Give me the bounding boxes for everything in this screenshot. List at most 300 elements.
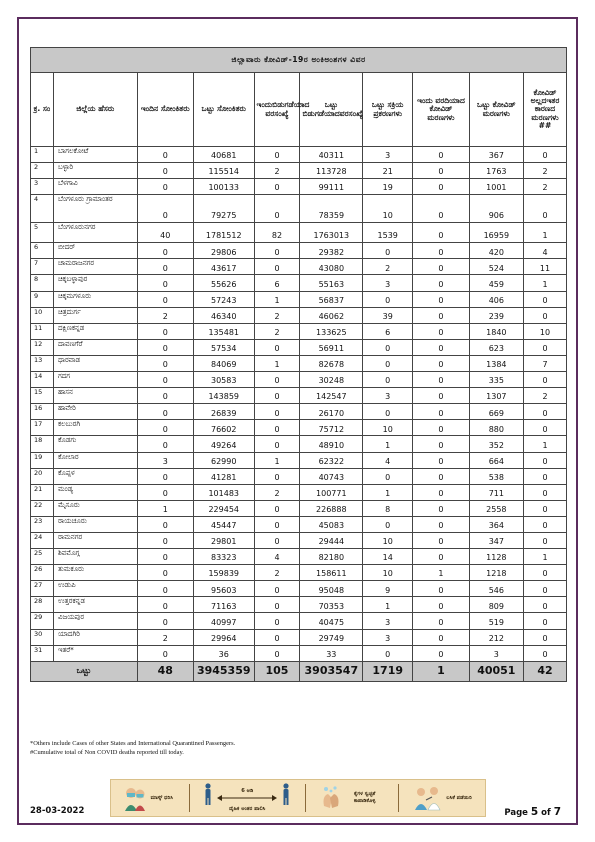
row-sl: 27 bbox=[31, 581, 54, 597]
row-today-discharged: 1 bbox=[254, 291, 300, 307]
row-today-discharged: 1 bbox=[254, 355, 300, 371]
row-total-positive: 36 bbox=[193, 645, 254, 661]
row-total-discharged: 56837 bbox=[300, 291, 363, 307]
banner-distance bbox=[203, 783, 291, 813]
total-label: ಒಟ್ಟು bbox=[31, 661, 138, 681]
header-total-deaths: ಒಟ್ಟು ಕೋವಿಡ್ ಮರಣಗಳು bbox=[469, 73, 523, 147]
table-row bbox=[31, 532, 567, 548]
row-today-positive: 0 bbox=[137, 259, 193, 275]
row-today-positive: 0 bbox=[137, 291, 193, 307]
row-sl: 11 bbox=[31, 323, 54, 339]
row-non-covid-deaths: 0 bbox=[523, 597, 566, 613]
row-today-discharged: 0 bbox=[254, 404, 300, 420]
row-total-discharged: 55163 bbox=[300, 275, 363, 291]
row-today-positive: 0 bbox=[137, 581, 193, 597]
banner-hands bbox=[320, 784, 385, 812]
row-non-covid-deaths: 0 bbox=[523, 291, 566, 307]
table-row bbox=[31, 629, 567, 645]
row-total-deaths: 459 bbox=[469, 275, 523, 291]
row-district: ದಾವಣಗೆರೆ bbox=[53, 339, 137, 355]
mask-people-icon bbox=[124, 784, 146, 812]
banner-distance-label: 6 ಅಡಿ bbox=[241, 787, 254, 794]
table-row bbox=[31, 275, 567, 291]
row-total-positive: 30583 bbox=[193, 372, 254, 388]
row-active: 1 bbox=[363, 484, 413, 500]
row-total-deaths: 1001 bbox=[469, 179, 523, 195]
vaccine-icon bbox=[413, 784, 443, 812]
row-total-deaths: 711 bbox=[469, 484, 523, 500]
row-today-deaths: 0 bbox=[413, 468, 469, 484]
row-total-discharged: 45083 bbox=[300, 516, 363, 532]
row-district: ಬೆಳಗಾವಿ bbox=[53, 179, 137, 195]
row-district: ಹಾಸನ bbox=[53, 388, 137, 404]
row-non-covid-deaths: 0 bbox=[523, 195, 566, 223]
row-today-positive: 0 bbox=[137, 179, 193, 195]
banner-vaccine bbox=[413, 784, 472, 812]
row-active: 0 bbox=[363, 516, 413, 532]
row-total-discharged: 40475 bbox=[300, 613, 363, 629]
row-total-positive: 100133 bbox=[193, 179, 254, 195]
row-today-discharged: 0 bbox=[254, 195, 300, 223]
row-today-discharged: 82 bbox=[254, 223, 300, 243]
row-sl: 10 bbox=[31, 307, 54, 323]
row-total-positive: 29964 bbox=[193, 629, 254, 645]
row-total-positive: 62990 bbox=[193, 452, 254, 468]
row-total-deaths: 2558 bbox=[469, 500, 523, 516]
row-total-deaths: 1840 bbox=[469, 323, 523, 339]
row-total-deaths: 1128 bbox=[469, 549, 523, 565]
row-today-deaths: 0 bbox=[413, 404, 469, 420]
row-sl: 26 bbox=[31, 565, 54, 581]
row-district: ಬೆಂಗಳೂರು ಗ್ರಾಮಾಂತರ bbox=[53, 195, 137, 223]
row-total-discharged: 82678 bbox=[300, 355, 363, 371]
row-total-deaths: 239 bbox=[469, 307, 523, 323]
row-total-deaths: 16959 bbox=[469, 223, 523, 243]
row-total-discharged: 75712 bbox=[300, 420, 363, 436]
row-total-positive: 57243 bbox=[193, 291, 254, 307]
row-active: 0 bbox=[363, 339, 413, 355]
header-sl: ಕ್ರ. ಸಂ bbox=[31, 73, 54, 147]
row-non-covid-deaths: 1 bbox=[523, 436, 566, 452]
row-sl: 15 bbox=[31, 388, 54, 404]
row-district: ವಿಜಯಪುರ bbox=[53, 613, 137, 629]
banner-divider bbox=[398, 784, 399, 812]
covid-awareness-banner bbox=[110, 779, 486, 817]
row-today-discharged: 0 bbox=[254, 372, 300, 388]
table-row bbox=[31, 420, 567, 436]
row-total-deaths: 809 bbox=[469, 597, 523, 613]
row-today-deaths: 0 bbox=[413, 549, 469, 565]
row-sl: 24 bbox=[31, 532, 54, 548]
row-today-deaths: 0 bbox=[413, 597, 469, 613]
row-non-covid-deaths: 0 bbox=[523, 372, 566, 388]
row-today-positive: 0 bbox=[137, 243, 193, 259]
table-row bbox=[31, 581, 567, 597]
row-sl: 30 bbox=[31, 629, 54, 645]
row-today-positive: 0 bbox=[137, 404, 193, 420]
report-date: 28-03-2022 bbox=[30, 806, 85, 816]
row-sl: 18 bbox=[31, 436, 54, 452]
table-row bbox=[31, 549, 567, 565]
header-district: ಜಿಲ್ಲೆಯ ಹೆಸರು bbox=[53, 73, 137, 147]
row-today-deaths: 0 bbox=[413, 484, 469, 500]
row-today-discharged: 0 bbox=[254, 613, 300, 629]
row-active: 0 bbox=[363, 243, 413, 259]
row-non-covid-deaths: 2 bbox=[523, 388, 566, 404]
table-row bbox=[31, 323, 567, 339]
row-total-discharged: 95048 bbox=[300, 581, 363, 597]
row-active: 0 bbox=[363, 372, 413, 388]
row-active: 3 bbox=[363, 147, 413, 163]
row-today-deaths: 0 bbox=[413, 259, 469, 275]
table-row bbox=[31, 163, 567, 179]
row-today-discharged: 0 bbox=[254, 388, 300, 404]
row-today-discharged: 0 bbox=[254, 581, 300, 597]
row-active: 0 bbox=[363, 645, 413, 661]
row-today-positive: 0 bbox=[137, 388, 193, 404]
row-district: ಉತ್ತರಕನ್ನಡ bbox=[53, 597, 137, 613]
row-district: ಮಂಡ್ಯ bbox=[53, 484, 137, 500]
row-active: 21 bbox=[363, 163, 413, 179]
row-total-positive: 76602 bbox=[193, 420, 254, 436]
row-active: 19 bbox=[363, 179, 413, 195]
row-district: ದಕ್ಷಿಣಕನ್ನಡ bbox=[53, 323, 137, 339]
row-today-positive: 0 bbox=[137, 372, 193, 388]
row-today-positive: 0 bbox=[137, 355, 193, 371]
row-active: 3 bbox=[363, 613, 413, 629]
row-district: ಇತರೆ* bbox=[53, 645, 137, 661]
row-total-discharged: 133625 bbox=[300, 323, 363, 339]
row-today-positive: 0 bbox=[137, 565, 193, 581]
row-sl: 21 bbox=[31, 484, 54, 500]
row-today-positive: 0 bbox=[137, 147, 193, 163]
row-today-deaths: 0 bbox=[413, 243, 469, 259]
row-today-deaths: 0 bbox=[413, 452, 469, 468]
row-today-positive: 2 bbox=[137, 307, 193, 323]
row-today-deaths: 0 bbox=[413, 645, 469, 661]
row-today-discharged: 2 bbox=[254, 484, 300, 500]
row-non-covid-deaths: 2 bbox=[523, 163, 566, 179]
table-row bbox=[31, 645, 567, 661]
row-sl: 25 bbox=[31, 549, 54, 565]
row-sl: 20 bbox=[31, 468, 54, 484]
row-today-positive: 0 bbox=[137, 163, 193, 179]
row-total-deaths: 420 bbox=[469, 243, 523, 259]
row-today-discharged: 0 bbox=[254, 259, 300, 275]
row-total-positive: 135481 bbox=[193, 323, 254, 339]
row-active: 6 bbox=[363, 323, 413, 339]
row-today-discharged: 2 bbox=[254, 163, 300, 179]
row-today-discharged: 0 bbox=[254, 500, 300, 516]
table-row bbox=[31, 597, 567, 613]
row-sl: 6 bbox=[31, 243, 54, 259]
row-total-discharged: 113728 bbox=[300, 163, 363, 179]
total-active: 1719 bbox=[363, 661, 413, 681]
row-total-discharged: 48910 bbox=[300, 436, 363, 452]
row-district: ಧಾರವಾಡ bbox=[53, 355, 137, 371]
district-covid-table bbox=[30, 47, 567, 682]
row-today-deaths: 1 bbox=[413, 565, 469, 581]
row-today-deaths: 0 bbox=[413, 307, 469, 323]
row-today-positive: 1 bbox=[137, 500, 193, 516]
header-total-discharged: ಒಟ್ಟು ಬಿಡುಗಡೆಯಾದವರಸಂಖ್ಯೆ bbox=[300, 73, 363, 147]
row-sl: 13 bbox=[31, 355, 54, 371]
row-total-positive: 57534 bbox=[193, 339, 254, 355]
row-sl: 14 bbox=[31, 372, 54, 388]
row-active: 8 bbox=[363, 500, 413, 516]
row-total-discharged: 1763013 bbox=[300, 223, 363, 243]
row-total-positive: 71163 bbox=[193, 597, 254, 613]
row-total-discharged: 226888 bbox=[300, 500, 363, 516]
row-today-deaths: 0 bbox=[413, 291, 469, 307]
row-district: ಕೊಡಗು bbox=[53, 436, 137, 452]
row-total-deaths: 880 bbox=[469, 420, 523, 436]
row-today-discharged: 0 bbox=[254, 645, 300, 661]
row-active: 1539 bbox=[363, 223, 413, 243]
row-total-discharged: 29382 bbox=[300, 243, 363, 259]
row-total-discharged: 29749 bbox=[300, 629, 363, 645]
table-row bbox=[31, 436, 567, 452]
row-today-deaths: 0 bbox=[413, 223, 469, 243]
row-sl: 1 bbox=[31, 147, 54, 163]
row-total-deaths: 406 bbox=[469, 291, 523, 307]
row-today-deaths: 0 bbox=[413, 323, 469, 339]
row-district: ಬೀದರ್ bbox=[53, 243, 137, 259]
row-total-positive: 143859 bbox=[193, 388, 254, 404]
row-sl: 29 bbox=[31, 613, 54, 629]
row-active: 0 bbox=[363, 468, 413, 484]
header-active: ಒಟ್ಟು ಸಕ್ರಿಯ ಪ್ರಕರಣಗಳು bbox=[363, 73, 413, 147]
table-row bbox=[31, 404, 567, 420]
row-total-positive: 84069 bbox=[193, 355, 254, 371]
row-today-deaths: 0 bbox=[413, 179, 469, 195]
row-today-positive: 0 bbox=[137, 323, 193, 339]
row-total-deaths: 367 bbox=[469, 147, 523, 163]
row-total-deaths: 335 bbox=[469, 372, 523, 388]
row-district: ಹಾವೇರಿ bbox=[53, 404, 137, 420]
row-total-deaths: 352 bbox=[469, 436, 523, 452]
row-total-deaths: 524 bbox=[469, 259, 523, 275]
table-row bbox=[31, 500, 567, 516]
row-active: 3 bbox=[363, 388, 413, 404]
row-total-discharged: 82180 bbox=[300, 549, 363, 565]
row-district: ರಾಮನಗರ bbox=[53, 532, 137, 548]
row-active: 14 bbox=[363, 549, 413, 565]
row-today-deaths: 0 bbox=[413, 516, 469, 532]
row-total-positive: 115514 bbox=[193, 163, 254, 179]
row-non-covid-deaths: 0 bbox=[523, 565, 566, 581]
row-total-positive: 29801 bbox=[193, 532, 254, 548]
row-today-positive: 2 bbox=[137, 629, 193, 645]
row-today-discharged: 2 bbox=[254, 323, 300, 339]
table-row bbox=[31, 195, 567, 223]
row-today-discharged: 0 bbox=[254, 420, 300, 436]
row-today-positive: 0 bbox=[137, 613, 193, 629]
row-total-positive: 43617 bbox=[193, 259, 254, 275]
row-sl: 5 bbox=[31, 223, 54, 243]
row-today-discharged: 0 bbox=[254, 339, 300, 355]
table-row bbox=[31, 388, 567, 404]
row-total-deaths: 623 bbox=[469, 339, 523, 355]
row-total-deaths: 212 bbox=[469, 629, 523, 645]
row-today-deaths: 0 bbox=[413, 355, 469, 371]
row-today-deaths: 0 bbox=[413, 339, 469, 355]
row-today-positive: 0 bbox=[137, 436, 193, 452]
row-district: ರಾಯಚೂರು bbox=[53, 516, 137, 532]
row-total-deaths: 906 bbox=[469, 195, 523, 223]
row-today-positive: 3 bbox=[137, 452, 193, 468]
row-active: 10 bbox=[363, 420, 413, 436]
total-today-deaths: 1 bbox=[413, 661, 469, 681]
person-icon bbox=[203, 783, 213, 805]
table-row bbox=[31, 516, 567, 532]
row-today-discharged: 2 bbox=[254, 565, 300, 581]
row-total-deaths: 1218 bbox=[469, 565, 523, 581]
row-sl: 8 bbox=[31, 275, 54, 291]
row-non-covid-deaths: 1 bbox=[523, 223, 566, 243]
row-today-deaths: 0 bbox=[413, 500, 469, 516]
row-district: ಕಲಬುರಗಿ bbox=[53, 420, 137, 436]
hand-wash-icon bbox=[320, 784, 342, 812]
row-today-discharged: 1 bbox=[254, 452, 300, 468]
row-active: 3 bbox=[363, 629, 413, 645]
row-total-positive: 40997 bbox=[193, 613, 254, 629]
table-row bbox=[31, 484, 567, 500]
banner-distance-sub: ದೈಹಿಕ ಅಂತರ ಪಾಲಿಸಿ bbox=[229, 806, 266, 812]
row-active: 3 bbox=[363, 275, 413, 291]
row-sl: 19 bbox=[31, 452, 54, 468]
row-today-discharged: 0 bbox=[254, 629, 300, 645]
row-total-discharged: 100771 bbox=[300, 484, 363, 500]
row-total-positive: 46340 bbox=[193, 307, 254, 323]
total-total-positive: 3945359 bbox=[193, 661, 254, 681]
row-non-covid-deaths: 0 bbox=[523, 468, 566, 484]
row-active: 39 bbox=[363, 307, 413, 323]
row-total-deaths: 546 bbox=[469, 581, 523, 597]
row-district: ಬೆಂಗಳೂರುನಗರ bbox=[53, 223, 137, 243]
row-non-covid-deaths: 0 bbox=[523, 500, 566, 516]
row-total-deaths: 664 bbox=[469, 452, 523, 468]
footnotes bbox=[30, 740, 235, 758]
banner-vaccine-text: ಲಸಿಕೆ ಪಡೆಯಿರಿ bbox=[446, 794, 472, 801]
row-total-deaths: 347 bbox=[469, 532, 523, 548]
row-non-covid-deaths: 0 bbox=[523, 484, 566, 500]
row-total-discharged: 43080 bbox=[300, 259, 363, 275]
row-total-positive: 26839 bbox=[193, 404, 254, 420]
row-today-discharged: 0 bbox=[254, 516, 300, 532]
row-total-deaths: 669 bbox=[469, 404, 523, 420]
row-today-deaths: 0 bbox=[413, 147, 469, 163]
row-sl: 9 bbox=[31, 291, 54, 307]
row-non-covid-deaths: 1 bbox=[523, 549, 566, 565]
row-total-positive: 41281 bbox=[193, 468, 254, 484]
row-active: 0 bbox=[363, 404, 413, 420]
row-active: 9 bbox=[363, 581, 413, 597]
row-sl: 31 bbox=[31, 645, 54, 661]
row-today-positive: 40 bbox=[137, 223, 193, 243]
row-today-deaths: 0 bbox=[413, 163, 469, 179]
row-today-deaths: 0 bbox=[413, 275, 469, 291]
table-row bbox=[31, 147, 567, 163]
page-sep: of bbox=[538, 808, 554, 818]
row-non-covid-deaths: 7 bbox=[523, 355, 566, 371]
row-total-discharged: 56911 bbox=[300, 339, 363, 355]
page-current: 5 bbox=[530, 806, 539, 818]
row-total-discharged: 40743 bbox=[300, 468, 363, 484]
row-non-covid-deaths: 0 bbox=[523, 452, 566, 468]
row-today-deaths: 0 bbox=[413, 629, 469, 645]
table-row bbox=[31, 291, 567, 307]
row-total-positive: 45447 bbox=[193, 516, 254, 532]
row-total-deaths: 519 bbox=[469, 613, 523, 629]
row-non-covid-deaths: 0 bbox=[523, 404, 566, 420]
row-district: ಕೊಪ್ಪಳ bbox=[53, 468, 137, 484]
row-today-discharged: 4 bbox=[254, 549, 300, 565]
row-district: ಚಾಮರಾಜನಗರ bbox=[53, 259, 137, 275]
table-body bbox=[31, 147, 567, 662]
row-non-covid-deaths: 11 bbox=[523, 259, 566, 275]
total-today-positive: 48 bbox=[137, 661, 193, 681]
row-total-discharged: 78359 bbox=[300, 195, 363, 223]
banner-mask bbox=[124, 784, 175, 812]
row-non-covid-deaths: 4 bbox=[523, 243, 566, 259]
table-row bbox=[31, 179, 567, 195]
total-row bbox=[31, 661, 567, 681]
row-non-covid-deaths: 1 bbox=[523, 275, 566, 291]
row-non-covid-deaths: 0 bbox=[523, 307, 566, 323]
row-active: 2 bbox=[363, 259, 413, 275]
row-today-discharged: 0 bbox=[254, 147, 300, 163]
row-total-deaths: 538 bbox=[469, 468, 523, 484]
row-district: ಶಿವಮೊಗ್ಗ bbox=[53, 549, 137, 565]
row-total-discharged: 26170 bbox=[300, 404, 363, 420]
row-total-positive: 83323 bbox=[193, 549, 254, 565]
row-district: ಕೋಲಾರ bbox=[53, 452, 137, 468]
row-total-discharged: 62322 bbox=[300, 452, 363, 468]
row-today-deaths: 0 bbox=[413, 532, 469, 548]
header-total-positive: ಒಟ್ಟು ಸೋಂಕಿತರು bbox=[193, 73, 254, 147]
row-today-discharged: 0 bbox=[254, 597, 300, 613]
row-total-discharged: 142547 bbox=[300, 388, 363, 404]
row-sl: 7 bbox=[31, 259, 54, 275]
page-prefix: Page bbox=[504, 808, 531, 818]
header-today-deaths: ಇಂದು ವರದಿಯಾದ ಕೋವಿಡ್ ಮರಣಗಳು bbox=[413, 73, 469, 147]
row-today-positive: 0 bbox=[137, 516, 193, 532]
row-today-positive: 0 bbox=[137, 275, 193, 291]
row-district: ಚಿಕ್ಕಮಗಳೂರು bbox=[53, 291, 137, 307]
row-total-positive: 55626 bbox=[193, 275, 254, 291]
row-sl: 17 bbox=[31, 420, 54, 436]
double-arrow-icon bbox=[217, 795, 277, 801]
row-district: ಚಿಕ್ಕಬಳ್ಳಾಪುರ bbox=[53, 275, 137, 291]
row-today-discharged: 0 bbox=[254, 436, 300, 452]
row-total-discharged: 46062 bbox=[300, 307, 363, 323]
row-total-discharged: 29444 bbox=[300, 532, 363, 548]
row-total-positive: 229454 bbox=[193, 500, 254, 516]
row-total-deaths: 1763 bbox=[469, 163, 523, 179]
row-active: 10 bbox=[363, 195, 413, 223]
row-active: 1 bbox=[363, 597, 413, 613]
row-non-covid-deaths: 2 bbox=[523, 179, 566, 195]
row-today-positive: 0 bbox=[137, 420, 193, 436]
table-row bbox=[31, 339, 567, 355]
row-total-positive: 29806 bbox=[193, 243, 254, 259]
row-today-deaths: 0 bbox=[413, 420, 469, 436]
row-non-covid-deaths: 0 bbox=[523, 629, 566, 645]
header-today-positive: ಇಂದಿನ ಸೋಂಕಿತರು bbox=[137, 73, 193, 147]
row-today-discharged: 0 bbox=[254, 179, 300, 195]
row-non-covid-deaths: 0 bbox=[523, 516, 566, 532]
